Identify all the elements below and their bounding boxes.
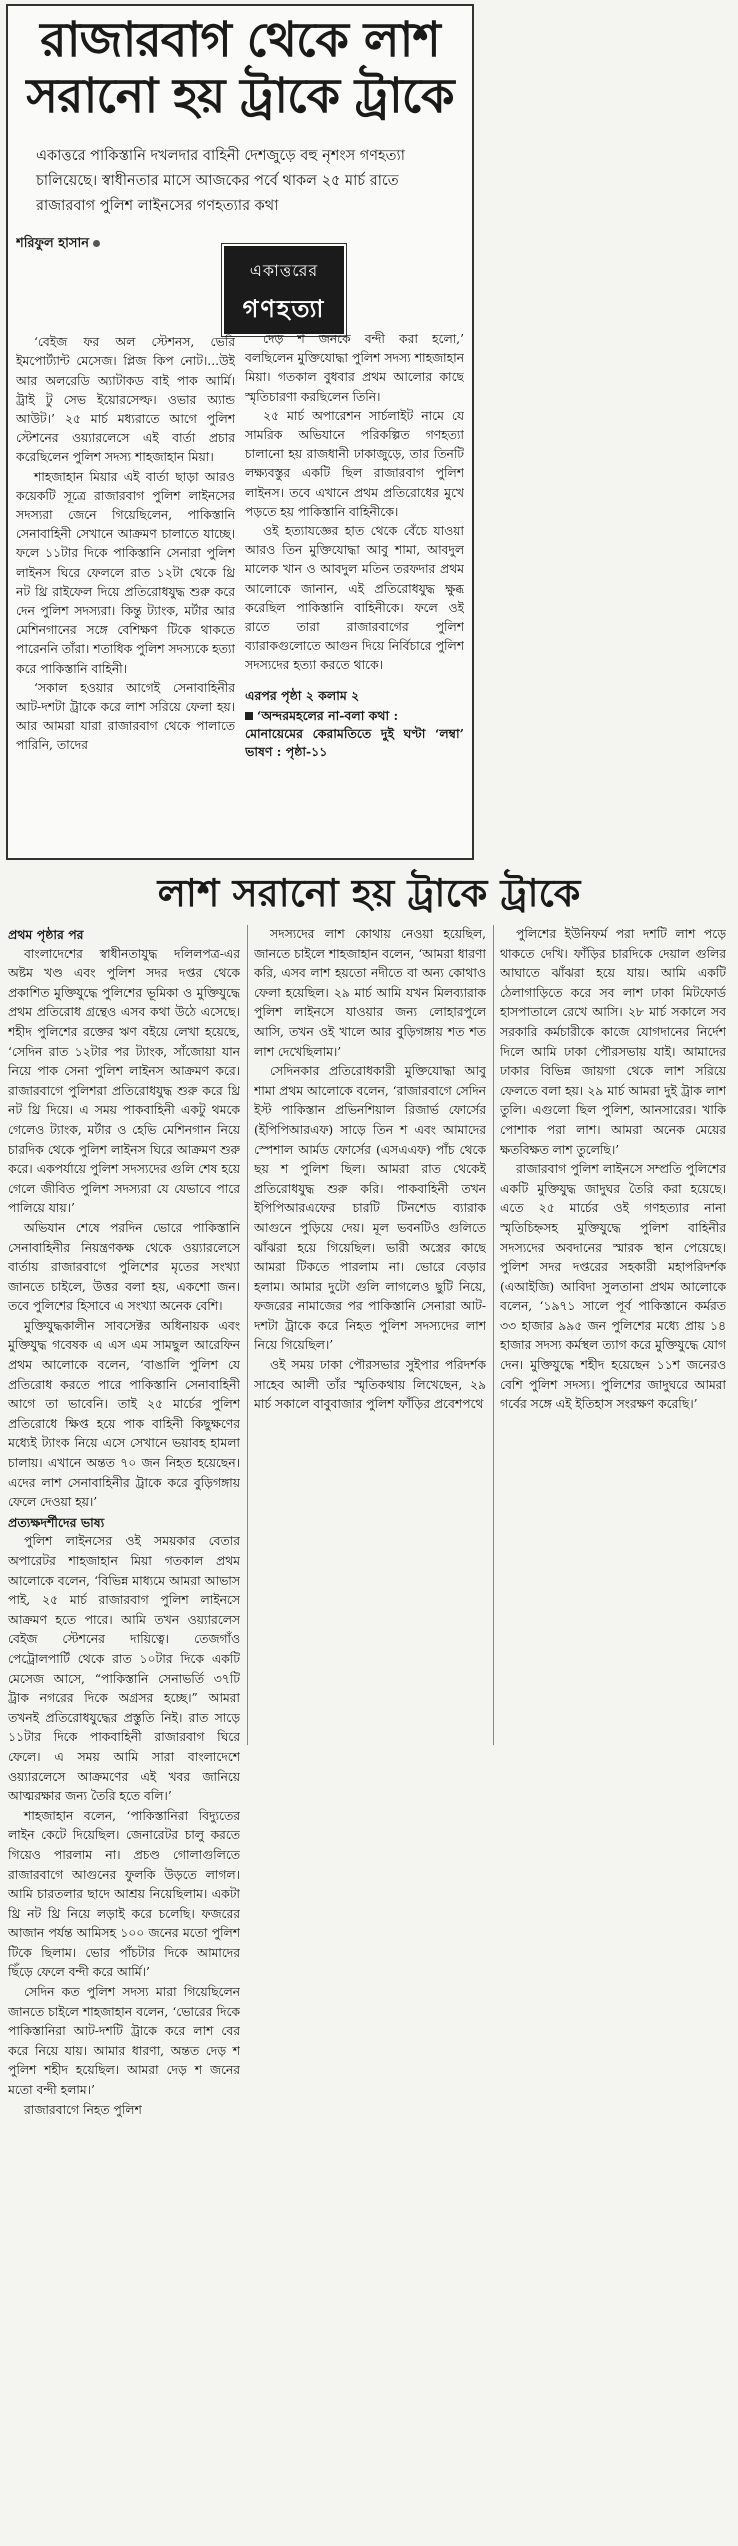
- logo-spacer: [245, 234, 464, 330]
- jump-column-2: [254, 925, 486, 1745]
- paragraph: সদস্যদের লাশ কোথায় নেওয়া হয়েছিল, জানতে চাইলে শাহজাহান বলেন, ‘আমরা ধারণা করি, এসব লাশ হয়তো নদীতে বা অন্য কোথাও ফেলা হয়েছিল। ২৯ মার্চ আমি যখন মিলব্যারাক পুলিশ লাইনসে যাওয়ার জন্য লোহারপুলে আসি, তখন ওই খালে আর বুড়িগঙ্গায় শত শত লাশ দেখেছিলাম।’: [254, 927, 486, 1059]
- continued-line: এরপর পৃষ্ঠা ২ কলাম ২: [245, 687, 360, 703]
- paragraph: সেদিন কত পুলিশ সদস্য মারা গিয়েছিলেন জানতে চাইলে শাহজাহান বলেন, ‘ভোরের দিকে পাকিস্তানিরা আট-দশটি ট্রাকে করে লাশ বের করে নিয়ে যায়। আমার ধারণা, অন্তত দেড় শ পুলিশ শহীদ হয়েছিল। আমরা দেড় শ জনের মতো বন্দী হলাম।’: [8, 1985, 240, 2098]
- paragraph: রাজারবাগে নিহত পুলিশ: [24, 2102, 142, 2117]
- paragraph: ওই সময় ঢাকা পৌরসভার সুইপার পরিদর্শক সাহেব আলী তাঁর স্মৃতিকথায় লিখেছেন, ২৯ মার্চ সকালে বাবুবাজার পুলিশ ফাঁড়ির প্রবেশপথে: [254, 1358, 486, 1412]
- logo-spacer: [16, 255, 235, 333]
- inside-note: [245, 707, 464, 761]
- paragraph: ওই হত্যাযজ্ঞের হাত থেকে বেঁচে যাওয়া আরও তিন মুক্তিযোদ্ধা আবু শামা, আবদুল মালেক খান ও আবদুল মতিন তরফদার প্রথম আলোকে জানান, এই প্রতিরোধযুদ্ধ ক্ষুব্ধ করেছিল পাকিস্তানি বাহিনীকে। ফলে ওই রাতে তারা রাজারবাগের পুলিশ ব্যারাকগুলোতে আগুন দিয়ে নির্বিচারে পুলিশ সদস্যদের হত্যা করতে থাকে।: [245, 524, 464, 673]
- paragraph: মুক্তিযুদ্ধকালীন সাবসেক্টর অধিনায়ক এবং মুক্তিযুদ্ধ গবেষক এ এস এম সামছুল আরেফিন প্রথম আলোকে বলেন, ‘বাঙালি পুলিশ যে প্রতিরোধ করতে পারে পাকিস্তানি সেনাবাহিনী আগে তা ভাবেনি। তাই ২৫ মার্চের পুলিশ প্রতিরোধে ক্ষিপ্ত হয়ে পাক বাহিনী কিছুক্ষণের মধ্যেই ট্যাংক নিয়ে এসে সেখানে ভয়াবহ হামলা চালায়। এখানে অন্তত ৭০ জন নিহত হয়েছেন। এদের লাশ সেনাবাহিনীর ট্রাকে করে বুড়িগঙ্গায় ফেলে দেওয়া হয়।’: [8, 1318, 240, 1510]
- jump-column-3: [500, 925, 726, 1745]
- paragraph: বাংলাদেশের স্বাধীনতাযুদ্ধ দলিলপত্র-এর অষ্টম খণ্ড এবং পুলিশ সদর দপ্তর থেকে প্রকাশিত মুক্তিযুদ্ধে পুলিশের ভূমিকা ও মুক্তিযুদ্ধে প্রথম প্রতিরোধ গ্রন্থেও এসব কথা উঠে এসেছে। শহীদ পুলিশের রক্তের ঋণ বইয়ে লেখা হয়েছে, ‘সেদিন রাত ১২টার পর ট্যাংক, সাঁজোয়া যান নিয়ে পাক সেনা পুলিশ লাইনস আক্রমণ করে। রাজারবাগে পুলিশরা প্রতিরোধযুদ্ধ শুরু করে থ্রি নট থ্রি দিয়ে। এ সময় পাকবাহিনী একটু থমকে গেলেও ট্যাংক, মর্টার ও হেভি মেশিনগান নিয়ে চারদিক থেকে পুলিশ লাইনস ঘিরে আক্রমণ শুরু করে। একপর্যায়ে পুলিশ সদস্যদের গুলি শেষ হয়ে গেলে জীবিত পুলিশ সদস্যরা যে যেভাবে পারে পালিয়ে যায়।’: [8, 946, 240, 1216]
- jump-headline: লাশ সরানো হয় ট্রাকে ট্রাকে: [157, 871, 581, 915]
- front-column-1: [16, 234, 235, 850]
- square-bullet-icon: [245, 712, 253, 720]
- paragraph: শাহজাহান মিয়ার এই বার্তা ছাড়া আরও কয়েকটি সূত্রে রাজারবাগ পুলিশ লাইনসের সদস্যরা জেনে গিয়েছিলেন, পাকিস্তানি সেনাবাহিনী সেখানে আক্রমণ চালাতে যাচ্ছে। ফলে ১১টার দিকে পাকিস্তানি সেনারা পুলিশ লাইনস ঘিরে ফেললে রাত ১২টা থেকে থ্রি নট থ্রি রাইফেল দিয়ে প্রতিরোধযুদ্ধ শুরু করে দেন পুলিশ সদস্যরা। কিন্তু ট্যাংক, মর্টার আর মেশিনগানের সঙ্গে বেশিক্ষণ টিকে থাকতে পারেননি তাঁরা। শতাধিক পুলিশ সদস্যকে হত্যা করে পাকিস্তানি বাহিনী।: [16, 469, 235, 676]
- from-label: প্রথম পৃষ্ঠার পর: [8, 927, 84, 942]
- paragraph: সেদিনকার প্রতিরোধকারী মুক্তিযোদ্ধা আবু শামা প্রথম আলোকে বলেন, ‘রাজারবাগে সেদিন ইস্ট পাকিস্তান প্রভিনশিয়াল রিজার্ভ ফোর্সের (ইপিপিআরএফ) সাড়ে তিন শ এবং আমাদের স্পেশাল আর্মড ফোর্সের (এসএএফ) পাঁচ থেকে ছয় শ পুলিশ ছিল। আমরা রাত থেকেই প্রতিরোধযুদ্ধ শুরু করি। পাকবাহিনী তখন ইপিপিআরএফের চারটি টিনশেড ব্যারাক আগুনে পুড়িয়ে দেয়। মূল ভবনটিও গুলিতে ঝাঁঝরা হয়ে গিয়েছিল। ভারী অস্ত্রের কাছে আমরা টিকতে পারলাম না। ভোরে বেড়ার হলাম। আমার দুটো গুলি লাগলেও ছুটি নিয়ে, ফজরের নামাজের পর পাকিস্তানি সেনারা আট-দশটা ট্রাকে করে নিহত পুলিশ সদস্যদের লাশ নিয়ে গিয়েছিল।’: [254, 1064, 486, 1353]
- byline: [16, 234, 235, 253]
- byline-name: শরিফুল হাসান: [16, 236, 89, 251]
- paragraph: রাজারবাগ পুলিশ লাইনসে সম্প্রতি পুলিশের একটি মুক্তিযুদ্ধ জাদুঘর তৈরি করা হয়েছে। এতে ২৫ মার্চের ওই গণহত্যার নানা স্মৃতিচিহ্নসহ মুক্তিযুদ্ধে পুলিশ বাহিনীর সদস্যদের অবদানের স্মারক স্থান পেয়েছে। পুলিশ সদর দপ্তরের সহকারী মহাপরিদর্শক (এআইজি) আবিদা সুলতানা প্রথম আলোকে বলেন, ‘১৯৭১ সালে পূর্ব পাকিস্তানে কর্মরত ৩৩ হাজার ৯৯৫ জন পুলিশের মধ্যে প্রায় ১৪ হাজার সদস্য কর্মস্থল ত্যাগ করে মুক্তিযুদ্ধে যোগ দেন। মুক্তিযুদ্ধে শহীদ হয়েছেন ১১শ জনেরও বেশি পুলিশ সদস্য। পুলিশের জাদুঘরে আমরা গর্বের সঙ্গে এই ইতিহাস সংরক্ষণ করেছি।’: [500, 1162, 726, 1412]
- paragraph: দেড় শ জনকে বন্দী করা হলো,’ বলছিলেন মুক্তিযোদ্ধা পুলিশ সদস্য শাহজাহান মিয়া। গতকাল বুধবার প্রথম আলোর কাছে স্মৃতিচারণা করছিলেন তিনি।: [245, 332, 464, 404]
- front-headline: রাজারবাগ থেকে লাশ সরানো হয় ট্রাকে ট্রাকে: [26, 12, 454, 124]
- paragraph: অভিযান শেষে পরদিন ভোরে পাকিস্তানি সেনাবাহিনীর নিয়ন্ত্রণকক্ষ থেকে ওয়্যারলেসে বার্তায় রাজারবাগে পুলিশের মৃতের সংখ্যা জানতে চাইলে, উত্তর বলা হয়, একশো জন। তবে পুলিশের হিসাবে এ সংখ্যা অনেক বেশি।: [8, 1220, 240, 1314]
- front-columns: [16, 234, 464, 850]
- subhead: প্রত্যক্ষদর্শীদের ভাষ্য: [8, 1514, 105, 1530]
- paragraph: ‘বেইজ ফর অল স্টেশনস, ভেরি ইমপোর্ট্যান্ট মেসেজ। প্লিজ কিপ নোট।...উই আর অলরেডি অ্যাটাকড বাই পাক আর্মি। ট্রাই টু সেভ ইয়োরসেল্ফ। ওভার অ্যান্ড আউট।’ ২৫ মার্চ মধ্যরাতে আগে পুলিশ স্টেশনের ওয়্যারলেসে এই বার্তা প্রচার করেছিলেন পুলিশ সদস্য শাহজাহান মিয়া।: [16, 335, 235, 465]
- paragraph: ‘সকাল হওয়ার আগেই সেনাবাহিনীর আট-দশটা ট্রাকে করে লাশ সরিয়ে ফেলা হয়। আর আমরা যারা রাজারবাগ থেকে পালাতে পারিনি, তাদের: [16, 680, 235, 753]
- paragraph: ২৫ মার্চ অপারেশন সার্চলাইট নামে যে সামরিক অভিযানে পরিকল্পিত গণহত্যা চালানো হয় রাজধানী ঢাকাজুড়ে, তার তিনটি লক্ষ্যবস্তুর একটি ছিল রাজারবাগ পুলিশ লাইনস। তবে এখানে প্রথম প্রতিরোধের মুখে পড়তে হয় পাকিস্তানি বাহিনীকে।: [245, 408, 464, 519]
- column-rule: [247, 925, 248, 1745]
- inside-note-line1: ‘অন্দরমহলের না-বলা কথা :: [257, 707, 399, 723]
- series-logo-line1: একাত্তরের: [249, 261, 319, 280]
- byline-dot-icon: [93, 240, 100, 247]
- jump-column-1: [8, 925, 240, 2537]
- paragraph: শাহজাহান বলেন, ‘পাকিস্তানিরা বিদ্যুতের লাইন কেটে দিয়েছিল। জেনারেটর চালু করতে গিয়েও পারলাম না। প্রচণ্ড গোলাগুলিতে রাজারবাগে আগুনের ফুলকি উড়তে লাগল। আমি চারতলার ছাদে আশ্রয় নিয়েছিলাম। একটা থ্রি নট থ্রি নিয়ে লড়াই করে চলেছি। ফজরের আজান পর্যন্ত আমিসহ ১০০ জনের মতো পুলিশ টিকে ছিলাম। ভোর পাঁচটার দিকে আমাদের ছিঁড়ে ফেলে বন্দী করে আর্মি।’: [8, 1808, 240, 1980]
- series-logo-line2: গণহত্যা: [242, 294, 326, 323]
- paragraph: পুলিশের ইউনিফর্ম পরা দশটি লাশ পড়ে থাকতে দেখি। ফাঁড়ির চারদিকে দেয়াল গুলির আঘাতে ঝাঁঝরা হয়ে যায়। আমি একটি ঠেলাগাড়িতে করে সব লাশ ঢাকা মিটফোর্ড হাসপাতালে রেখে আসি। ২৮ মার্চ সকালে সব সরকারি কর্মচারীকে কাজে যোগদানের নির্দেশ দিলে আমি ঢাকা পৌরসভায় যাই। আমাদের ঢাকার বিভিন্ন জায়গা থেকে লাশ সরিয়ে ফেলতে বলা হয়। ২৯ মার্চ আমরা দুই ট্রাক লাশ তুলি। এগুলো ছিল পুলিশ, আনসারের। খাকি পোশাক পরা লাশ। আমরা অনেক মেয়ের ক্ষতবিক্ষত লাশ তুলেছি।’: [500, 927, 726, 1157]
- front-page-story: [6, 4, 474, 860]
- front-column-2: [245, 234, 464, 850]
- jump-story: [8, 925, 726, 2537]
- column-rule: [493, 925, 494, 1745]
- inside-note-line2: মোনায়েমের কেরামতিতে দুই ঘণ্টা ‘লম্বা’ ভাষণ : পৃষ্ঠা-১১: [245, 725, 464, 759]
- paragraph: পুলিশ লাইনসের ওই সময়কার বেতার অপারেটর শাহজাহান মিয়া গতকাল প্রথম আলোকে বলেন, ‘বিভিন্ন মাধ্যমে আমরা আভাস পাই, ২৫ মার্চ রাজারবাগ পুলিশ লাইনসে আক্রমণ হতে পারে। আমি তখন ওয়্যারলেস বেইজ স্টেশনের দায়িত্বে। তেজগাঁও পেট্রোলপার্টি থেকে রাত ১০টার দিকে একটি মেসেজ আসে, “পাকিস্তানি সেনাভর্তি ৩৭টি ট্রাক নগরের দিকে অগ্রসর হচ্ছে।” আমরা তখনই প্রতিরোধযুদ্ধের প্রস্তুতি নিই। রাত সাড়ে ১১টার দিকে পাকবাহিনী রাজারবাগ ঘিরে ফেলে। এ সময় আমি সারা বাংলাদেশে ওয়্যারলেসে আক্রমণের এই খবর জানিয়ে আত্মরক্ষার জন্য তৈরি হতে বলি।’: [8, 1534, 240, 1804]
- story-deck: একাত্তরে পাকিস্তানি দখলদার বাহিনী দেশজুড়ে বহু নৃশংস গণহত্যা চালিয়েছে। স্বাধীনতার মাসে আজকের পর্বে থাকল ২৫ মার্চ রাতে রাজারবাগ পুলিশ লাইনসের গণহত্যার কথা: [36, 148, 405, 214]
